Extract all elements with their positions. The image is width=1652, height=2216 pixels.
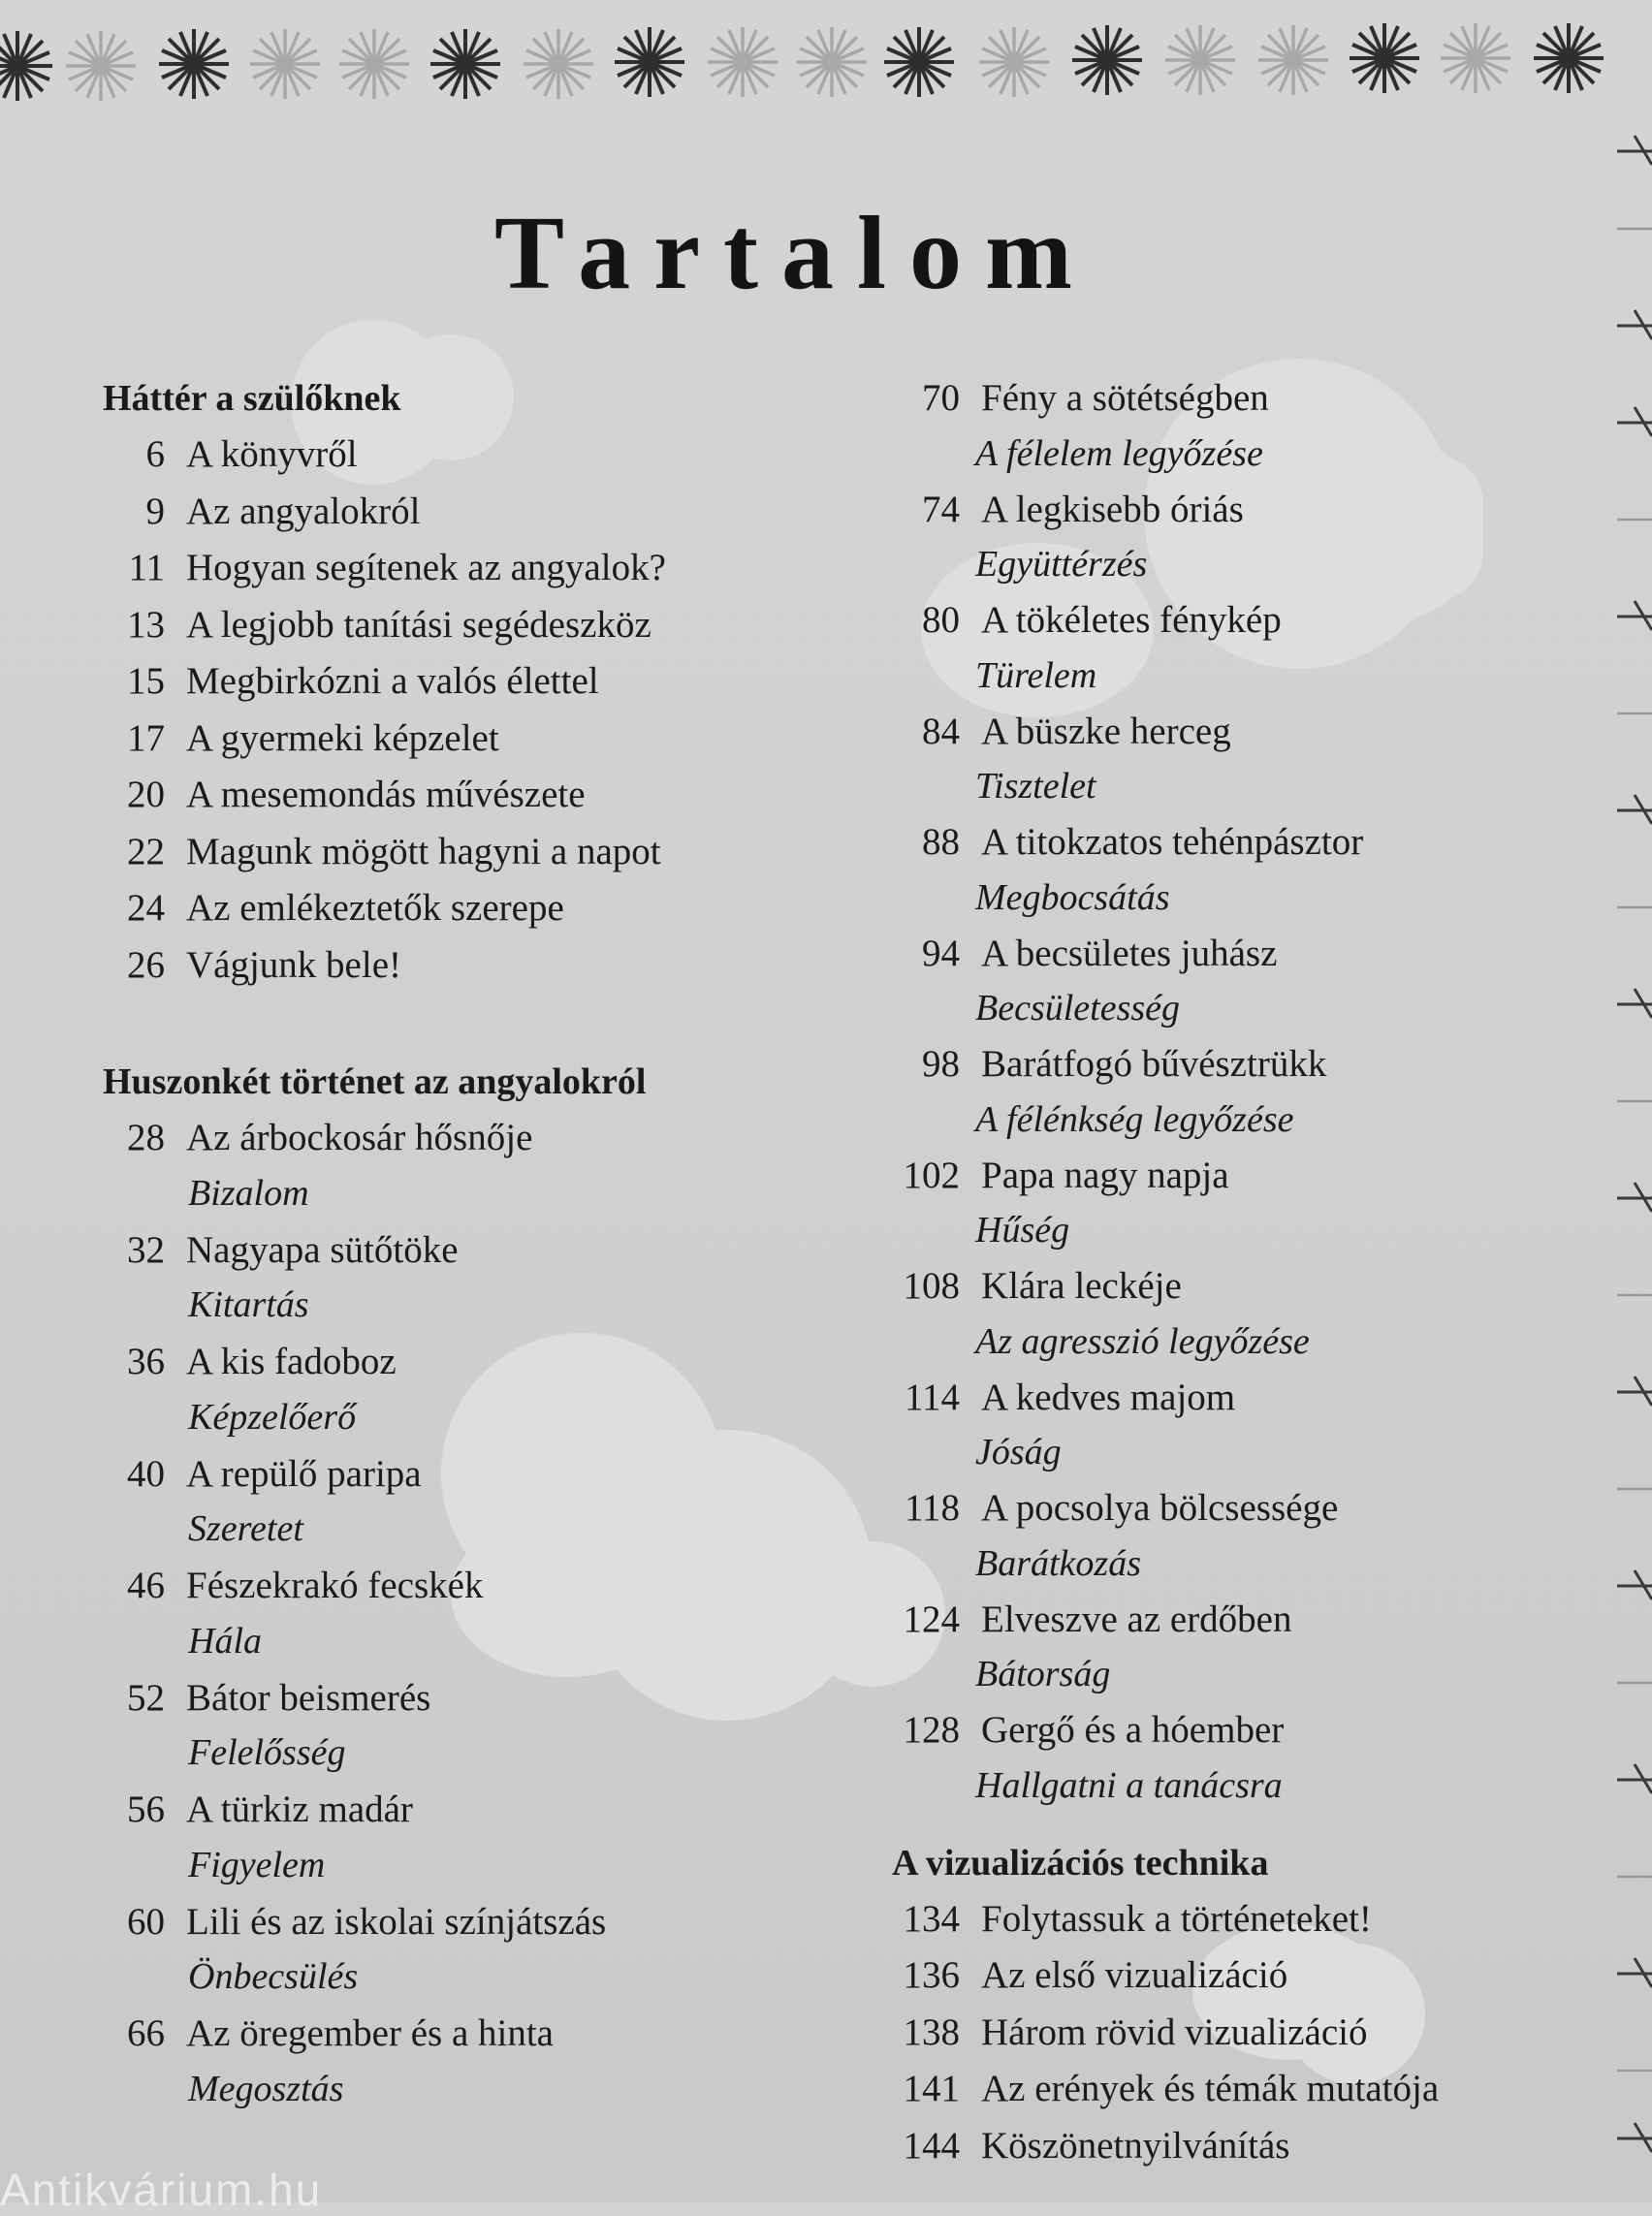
page-number: 32 [127,1228,165,1271]
page-number: 102 [903,1154,960,1196]
star-icon [615,27,684,97]
toc-story[interactable] [103,1446,801,1556]
page-number: 144 [903,2124,960,2167]
spacer [103,994,801,1054]
toc-left-column [103,370,801,2118]
story-theme: Barátkozás [975,1542,1141,1584]
star-border-top [0,0,1652,136]
toc-entry[interactable] [103,597,801,654]
star-icon [524,29,593,99]
story-theme: A félelem legyőzése [975,432,1263,474]
page-number: 13 [127,603,165,646]
story-title: Fészekrakó fecskék [186,1565,484,1606]
star-icon [1534,23,1604,93]
toc-entry[interactable] [103,767,801,824]
story-title: A tökéletes fénykép [981,599,1282,641]
toc-story[interactable] [103,1110,801,1219]
star-icon [159,29,229,99]
toc-story[interactable] [103,2006,801,2115]
toc-story[interactable] [892,592,1512,702]
page-number: 138 [903,2010,960,2053]
page-number: 70 [922,377,960,419]
star-icon [797,27,867,97]
page-number: 15 [127,660,165,702]
story-theme: Együttérzés [975,544,1148,585]
toc-story[interactable] [892,1148,1512,1257]
star-icon [0,31,52,101]
entry-title: Az angyalokról [186,490,421,532]
page-number: 94 [922,932,960,974]
page-number: 141 [903,2068,960,2109]
story-theme: Önbecsülés [188,1956,359,1997]
page-number: 88 [922,821,960,863]
page-number: 98 [922,1043,960,1085]
page-number: 20 [127,774,165,815]
toc-entry[interactable] [103,540,801,597]
story-theme: Tisztelet [975,766,1096,807]
toc-entry[interactable] [892,2061,1512,2118]
story-theme: Megosztás [188,2068,344,2109]
section-heading: A vizualizációs technika [892,1842,1269,1884]
story-title: Klára leckéje [981,1265,1182,1307]
star-icon [1258,25,1328,95]
toc-entry[interactable] [892,1891,1512,1948]
toc-entry[interactable] [103,824,801,881]
toc-story[interactable] [892,1702,1512,1812]
entry-title: A mesemondás művészete [186,774,586,815]
star-border-right [1613,97,1652,2181]
page-number: 80 [922,599,960,641]
toc-story[interactable] [892,1592,1512,1701]
story-title: A legkisebb óriás [981,488,1244,530]
star-icon [1350,23,1419,93]
page-number: 66 [127,2012,165,2054]
page-number: 52 [127,1676,165,1719]
star-icon [1165,25,1235,95]
story-title: A büszke herceg [981,710,1231,752]
toc-story[interactable] [892,482,1512,591]
page-number: 124 [903,1598,960,1640]
story-theme: A félénkség legyőzése [975,1098,1294,1140]
entry-title: Vágjunk bele! [186,943,402,986]
story-theme: Jóság [975,1432,1062,1472]
story-title: A titokzatos tehénpásztor [981,821,1364,863]
story-theme: Szeretet [188,1508,303,1549]
toc-story[interactable] [892,1258,1512,1368]
story-title: Barátfogó bűvésztrükk [981,1043,1327,1085]
toc-entry[interactable] [103,427,801,484]
entry-title: A könyvről [186,433,358,475]
page-title: Tartalom [494,196,1096,311]
story-title: A kis fadoboz [186,1341,397,1382]
story-theme: Hála [188,1620,262,1662]
story-title: A repülő paripa [186,1452,422,1495]
entry-title: A legjobb tanítási segédeszköz [186,603,651,646]
page-number: 84 [922,710,960,752]
entry-title: Az első vizualizáció [981,1954,1288,1996]
toc-story[interactable] [892,370,1512,480]
page-number: 24 [127,887,165,929]
page-number: 17 [127,716,165,759]
star-icon [339,29,409,99]
story-theme: Megbocsátás [975,876,1170,918]
star-icon [250,29,320,99]
page-number: 56 [127,1789,165,1830]
toc-entry[interactable] [892,2005,1512,2062]
story-title: Papa nagy napja [981,1154,1229,1196]
page-number: 60 [127,1900,165,1943]
page-number: 128 [903,1709,960,1751]
toc-entry[interactable] [103,937,801,995]
story-title: A kedves majom [981,1376,1236,1418]
toc-story[interactable] [892,1370,1512,1479]
story-theme: Kitartás [188,1284,309,1325]
entry-title: Köszönetnyilvánítás [981,2124,1290,2167]
toc-story[interactable] [103,1558,801,1667]
entry-title: Az erények és témák mutatója [981,2068,1440,2109]
page-number: 11 [128,547,165,588]
story-theme: Bizalom [188,1172,309,1214]
story-theme: Becsületesség [975,988,1181,1029]
story-theme: Bátorság [975,1654,1111,1694]
toc-story[interactable] [103,1894,801,2004]
story-title: Fény a sötétségben [981,377,1269,419]
page-number: 118 [904,1487,960,1529]
entry-title: Magunk mögött hagyni a napot [186,830,661,872]
page-number: 9 [145,490,165,532]
story-title: Nagyapa sütőtöke [186,1228,459,1271]
story-title: Az árbockosár hősnője [186,1117,533,1158]
spacer [892,1814,1512,1835]
page-number: 6 [145,433,165,475]
toc-entry[interactable] [892,2118,1512,2175]
toc-entry[interactable] [103,484,801,541]
star-icon [430,29,500,99]
toc-story[interactable] [103,1782,801,1891]
entry-title: Megbirkózni a valós élettel [186,660,599,702]
story-title: Az öregember és a hinta [186,2012,554,2054]
toc-entry[interactable] [103,711,801,768]
story-theme: Figyelem [188,1844,326,1885]
story-title: A türkiz madár [186,1789,413,1830]
page-number: 74 [922,488,960,530]
page-number: 136 [903,1954,960,1996]
toc-story[interactable] [892,1036,1512,1146]
toc-entry[interactable] [103,880,801,937]
star-icon [66,31,136,101]
page-number: 46 [127,1565,165,1606]
star-icon [708,27,778,97]
toc-story[interactable] [892,814,1512,924]
story-title: Bátor beismerés [186,1676,431,1719]
story-title: Elveszve az erdőben [981,1598,1292,1640]
story-theme: Türelem [975,654,1097,696]
toc-entry[interactable] [892,1947,1512,2005]
story-theme: Az agresszió legyőzése [975,1320,1310,1362]
toc-story[interactable] [892,1480,1512,1590]
section-heading: Huszonkét történet az angyalokról [103,1061,647,1102]
star-icon [884,27,954,97]
section-heading: Háttér a szülőknek [103,378,401,419]
toc-story[interactable] [892,926,1512,1035]
page-number: 40 [127,1452,165,1495]
story-theme: Hallgatni a tanácsra [975,1764,1283,1806]
page-number: 22 [127,830,165,872]
toc-entry[interactable] [103,653,801,711]
page-number: 114 [904,1376,960,1418]
star-icon [1072,25,1142,95]
star-icon [979,27,1049,97]
page-number: 134 [903,1897,960,1940]
story-title: Lili és az iskolai színjátszás [186,1900,607,1943]
toc-story[interactable] [103,1670,801,1780]
page-number: 36 [127,1341,165,1382]
page-number: 26 [127,943,165,986]
story-title: A becsületes juhász [981,932,1278,974]
page-number: 28 [127,1117,165,1158]
toc-story[interactable] [892,704,1512,813]
page-number: 108 [903,1265,960,1307]
entry-title: Hogyan segítenek az angyalok? [186,547,666,588]
toc-story[interactable] [103,1222,801,1332]
entry-title: Folytassuk a történeteket! [981,1897,1372,1940]
entry-title: Az emlékeztetők szerepe [186,887,564,929]
entry-title: Három rövid vizualizáció [981,2010,1368,2053]
story-title: A pocsolya bölcsessége [981,1487,1339,1529]
toc-story[interactable] [103,1334,801,1443]
watermark: Antikvárium.hu [0,2165,323,2215]
toc-right-column [892,370,1512,2174]
story-theme: Képzelőerő [188,1396,357,1438]
star-icon [1441,23,1510,93]
story-title: Gergő és a hóember [981,1709,1285,1751]
story-theme: Felelősség [188,1732,346,1773]
story-theme: Hűség [975,1210,1070,1250]
entry-title: A gyermeki képzelet [186,716,499,759]
